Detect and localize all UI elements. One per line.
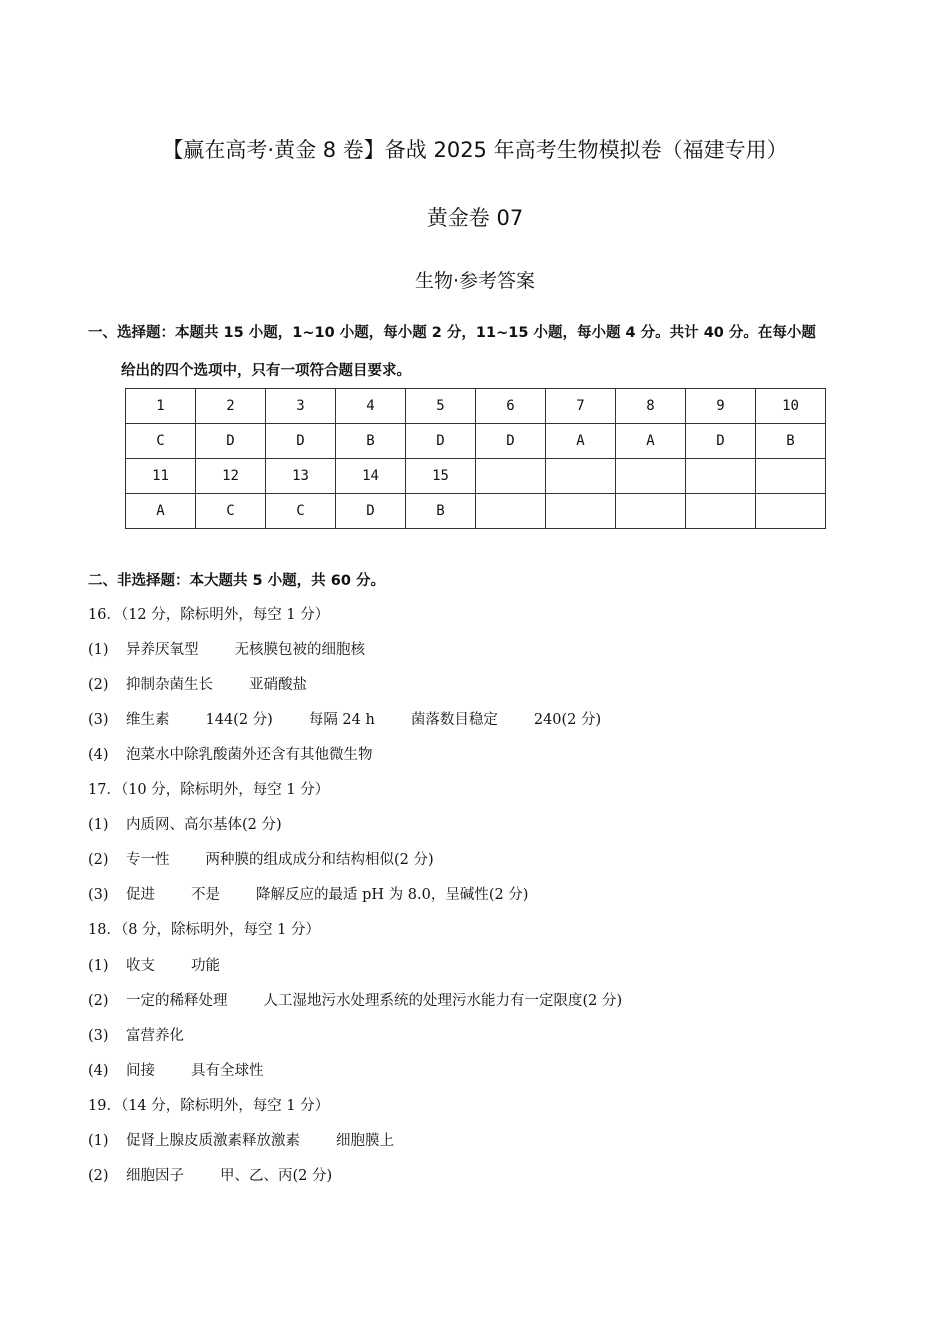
sub-question-number: (2) [88,852,109,869]
table-cell: 7 [546,389,616,424]
table-cell: 2 [196,389,266,424]
table-cell [686,494,756,529]
answer-line [88,954,256,976]
table-cell: 14 [336,459,406,494]
answer-text: 无核膜包被的细胞核 [234,642,365,659]
question-header [88,778,365,800]
sub-question-number: (4) [88,747,109,764]
sub-question-number: (1) [88,817,109,834]
answer-text: 240(2 分) [533,712,602,729]
table-cell: 13 [266,459,336,494]
paper-subtitle: 黄金卷 07 [426,206,524,230]
answer-text: 功能 [191,957,220,974]
table-cell: B [336,424,406,459]
answer-text: 每隔 24 h [308,712,375,729]
table-cell: D [686,424,756,459]
answer-line [88,989,658,1011]
table-cell: 4 [336,389,406,424]
table-cell [476,459,546,494]
table-cell [756,459,826,494]
answer-text: 间接 [126,1062,155,1079]
table-cell: D [196,424,266,459]
question-info: 19．（14 分，除标明外，每空 1 分） [88,1097,330,1114]
table-cell: A [616,424,686,459]
sub-question-number: (1) [88,957,109,974]
table-cell: C [266,494,336,529]
answer-text: 不是 [191,887,220,904]
question-header [88,1094,365,1116]
part1-heading-line1: 一、选择题：本题共 15 小题，1~10 小题，每小题 2 分，11~15 小题，每小题 4 分。共计 40 分。在每小题 [88,325,816,341]
answer-line [88,1164,368,1186]
sub-question-number: (1) [88,642,109,659]
table-cell: A [546,424,616,459]
answer-text: 异养厌氧型 [126,642,199,659]
table-cell: B [406,494,476,529]
table-cell [756,494,826,529]
table-cell: 3 [266,389,336,424]
answer-text: 144(2 分) [205,712,273,729]
table-cell [686,459,756,494]
answer-text: 促肾上腺皮质激素释放激素 [126,1132,300,1149]
answer-text: 一定的稀释处理 [126,992,228,1009]
table-cell [476,494,546,529]
question-header [88,603,365,625]
answer-text: 细胞膜上 [336,1132,394,1149]
exam-title: 【赢在高考·黄金 8 卷】备战 2025 年高考生物模拟卷（福建专用） [162,138,788,162]
table-row [126,389,826,424]
table-cell: A [126,494,196,529]
question-info: 18．（8 分，除标明外，每空 1 分） [88,922,320,939]
sub-question-number: (1) [88,1132,109,1149]
answer-line [88,813,318,835]
sub-question-number: (3) [88,887,109,904]
answer-line [88,708,637,730]
answer-text: 抑制杂菌生长 [126,677,213,694]
table-cell: 1 [126,389,196,424]
part2-heading: 二、非选择题：本大题共 5 小题，共 60 分。 [88,573,385,589]
question-info: 17．（10 分，除标明外，每空 1 分） [88,782,330,799]
answer-text: 促进 [126,887,155,904]
table-cell: 6 [476,389,546,424]
table-cell: B [756,424,826,459]
table-cell: C [126,424,196,459]
table-cell: 11 [126,459,196,494]
table-cell: D [336,494,406,529]
answer-line [88,638,401,660]
sub-question-number: (2) [88,992,109,1009]
part1-heading-line2: 给出的四个选项中，只有一项符合题目要求。 [121,363,411,379]
answer-line [88,848,470,870]
sub-question-number: (2) [88,1167,109,1184]
answer-line [88,673,343,695]
table-cell: 5 [406,389,476,424]
table-cell: 9 [686,389,756,424]
answer-text: 专一性 [126,852,170,869]
table-cell: 12 [196,459,266,494]
table-row [126,459,826,494]
sub-question-number: (3) [88,712,109,729]
answer-text: 收支 [126,957,155,974]
section-title: 生物·参考答案 [414,270,536,292]
answer-text: 菌落数目稳定 [410,712,498,729]
answer-line [88,883,564,905]
table-row [126,494,826,529]
table-cell [616,494,686,529]
table-cell [546,494,616,529]
sub-question-number: (3) [88,1027,109,1044]
answer-text: 甲、乙、丙(2 分) [220,1167,333,1184]
answer-text: 亚硝酸盐 [249,677,307,694]
table-cell [546,459,616,494]
table-cell: D [266,424,336,459]
table-cell: 15 [406,459,476,494]
answer-line [88,743,409,765]
answer-line [88,1059,300,1081]
sub-question-number: (2) [88,677,109,694]
answer-text: 富营养化 [126,1027,184,1044]
table-cell: D [476,424,546,459]
table-cell: 8 [616,389,686,424]
answer-text: 泡菜水中除乳酸菌外还含有其他微生物 [126,747,373,764]
answer-line [88,1024,220,1046]
sub-question-number: (4) [88,1062,109,1079]
answer-text: 人工湿地污水处理系统的处理污水能力有一定限度(2 分) [263,992,623,1009]
answer-text: 两种膜的组成成分和结构相似(2 分) [205,852,434,869]
table-cell [616,459,686,494]
table-cell: 10 [756,389,826,424]
table-cell: D [406,424,476,459]
table-cell: C [196,494,266,529]
answer-text: 维生素 [126,712,170,729]
answer-text: 具有全球性 [191,1062,264,1079]
answer-text: 内质网、高尔基体(2 分) [126,817,282,834]
answer-line [88,1129,430,1151]
answer-table [125,388,826,529]
table-row [126,424,826,459]
answer-text: 细胞因子 [126,1167,184,1184]
question-header [88,918,356,940]
answer-text: 降解反应的最适 pH 为 8.0，呈碱性(2 分) [256,887,529,904]
question-info: 16．（12 分，除标明外，每空 1 分） [88,607,330,623]
